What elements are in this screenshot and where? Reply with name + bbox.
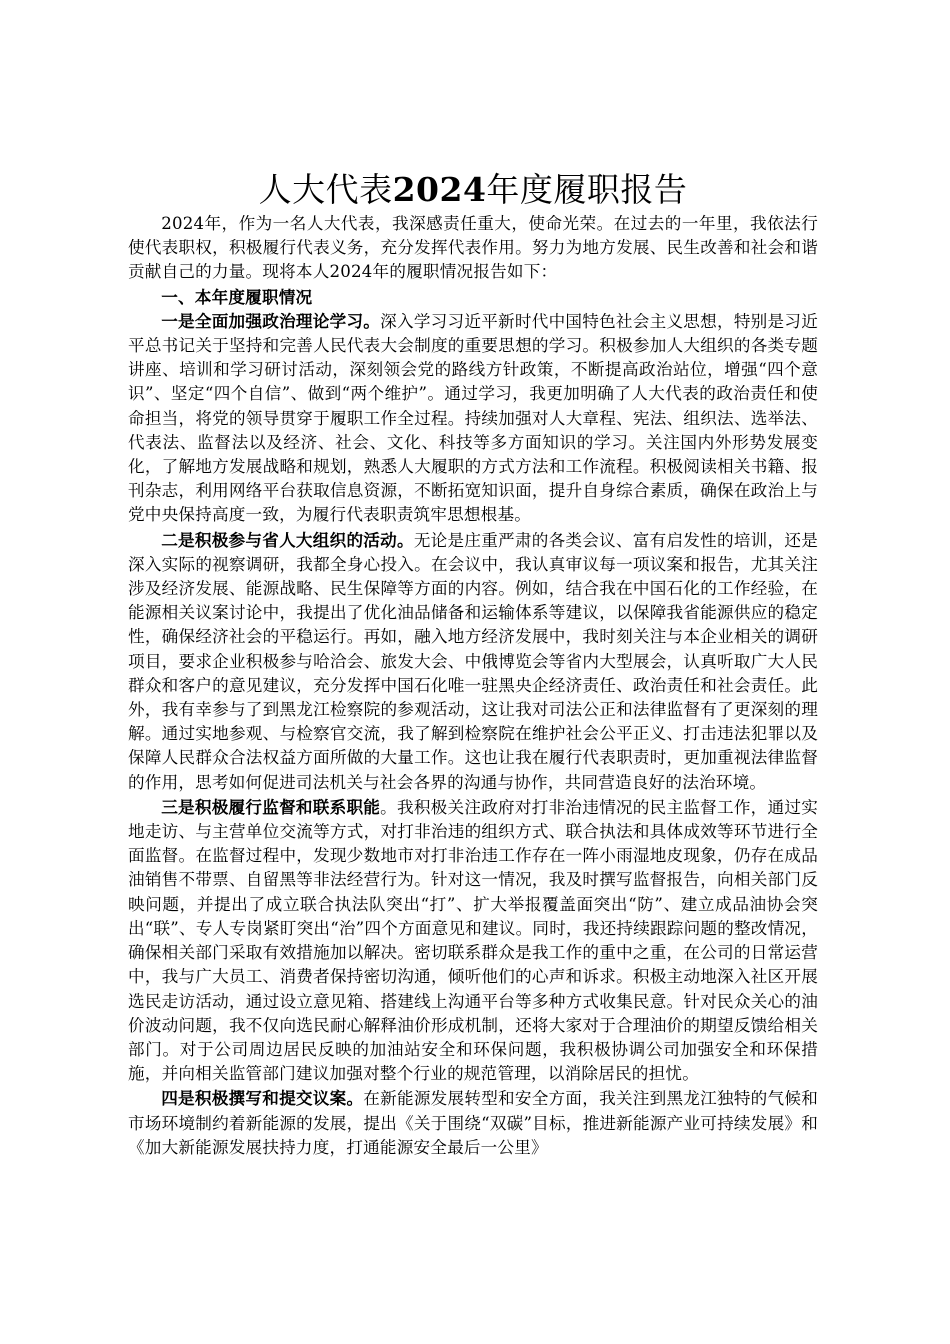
title-year: 2024 — [392, 170, 487, 209]
paragraph-body: 在新能源发展转型和安全方面，我关注到黑龙江独特的气候和市场环境制约着新能源的发展，提出《关于围绕“双碳”目标，推进新能源产业可持续发展》和《加大新能源发展扶持力度，打通能源安全最后一公里》 — [128, 1089, 818, 1157]
title-prefix: 人大代表 — [258, 170, 393, 209]
body-paragraph — [128, 1086, 818, 1160]
paragraph-lead: 三是积极履行监督和联系职能 — [161, 796, 381, 817]
paragraph-lead: 四是积极撰写和提交议案。 — [161, 1088, 364, 1109]
paragraph-lead: 二是积极参与省人大组织的活动。 — [161, 529, 414, 550]
document-title — [128, 170, 818, 210]
body-paragraph — [128, 309, 818, 528]
section-heading: 一、本年度履职情况 — [161, 286, 313, 307]
title-suffix: 年度履职报告 — [486, 170, 688, 209]
intro-paragraph: 2024年，作为一名人大代表，我深感责任重大，使命光荣。在过去的一年里，我依法行使代表职权，积极履行代表义务，充分发挥代表作用。努力为地方发展、民生改善和社会和谐贡献自己的力量。现将本人2024年的履职情况报告如下： — [128, 214, 818, 282]
paragraph-body: 无论是庄重严肃的各类会议、富有启发性的培训，还是深入实际的视察调研，我都全身心投入。在会议中，我认真审议每一项议案和报告，尤其关注涉及经济发展、能源战略、民生保障等方面的内容。例如，结合我在中国石化的工作经验，在能源相关议案讨论中，我提出了优化油品储备和运输体系等建议，以保障我省能源供应的稳定性，确保经济社会的平稳运行。再如，融入地方经济发展中，我时刻关注与本企业相关的调研项目，要求企业积极参与哈洽会、旅发大会、中俄博览会等省内大型展会，认真听取广大人民群众和客户的意见建议，充分发挥中国石化唯一驻黑央企经济责任、政治责任和社会责任。此外，我有幸参与了到黑龙江检察院的参观活动，这让我对司法公正和法律监督有了更深刻的理解。通过实地参观、与检察官交流，我了解到检察院在维护社会公平正义、打击违法犯罪以及保障人民群众合法权益方面所做的大量工作。这也让我在履行代表职责时，更加重视法律监督的作用，思考如何促进司法机关与社会各界的沟通与协作，共同营造良好的法治环境。 — [128, 530, 818, 792]
paragraph-lead: 一是全面加强政治理论学习。 — [161, 310, 381, 331]
body-paragraph — [128, 795, 818, 1086]
paragraph-body: 。我积极关注政府对打非治违情况的民主监督工作，通过实地走访、与主营单位交流等方式，对打非治违的组织方式、联合执法和具体成效等环节进行全面监督。在监督过程中，发现少数地市对打非治违工作存在一阵小雨湿地皮现象，仍存在成品油销售不带票、自留黑等非法经营行为。针对这一情况，我及时撰写监督报告，向相关部门反映问题，并提出了成立联合执法队突出“打”、扩大举报覆盖面突出“防”、建立成品油协会突出“联”、专人专岗紧盯突出“治”四个方面意见和建议。同时，我还持续跟踪问题的整改情况，确保相关部门采取有效措施加以解决。密切联系群众是我工作的重中之重，在公司的日常运营中，我与广大员工、消费者保持密切沟通，倾听他们的心声和诉求。积极主动地深入社区开展选民走访活动，通过设立意见箱、搭建线上沟通平台等多种方式收集民意。针对民众关心的油价波动问题，我不仅向选民耐心解释油价形成机制，还将大家对于合理油价的期望反馈给相关部门。对于公司周边居民反映的加油站安全和环保问题，我积极协调公司加强安全和环保措施，并向相关监管部门建议加强对整个行业的规范管理，以消除居民的担忧。 — [128, 797, 818, 1084]
document-page — [128, 170, 818, 1160]
body-paragraph — [128, 528, 818, 795]
paragraph-body: 深入学习习近平新时代中国特色社会主义思想，特别是习近平总书记关于坚持和完善人民代表大会制度的重要思想的学习。积极参加人大组织的各类专题讲座、培训和学习研讨活动，深刻领会党的路线方针政策，不断提高政治站位，增强“四个意识”、坚定“四个自信”、做到“两个维护”。通过学习，我更加明确了人大代表的政治责任和使命担当，将党的领导贯穿于履职工作全过程。持续加强对人大章程、宪法、组织法、选举法、代表法、监督法以及经济、社会、文化、科技等多方面知识的学习。关注国内外形势发展变化，了解地方发展战略和规划，熟悉人大履职的方式方法和工作流程。积极阅读相关书籍、报刊杂志，利用网络平台获取信息资源，不断拓宽知识面，提升自身综合素质，确保在政治上与党中央保持高度一致，为履行代表职责筑牢思想根基。 — [128, 311, 818, 525]
